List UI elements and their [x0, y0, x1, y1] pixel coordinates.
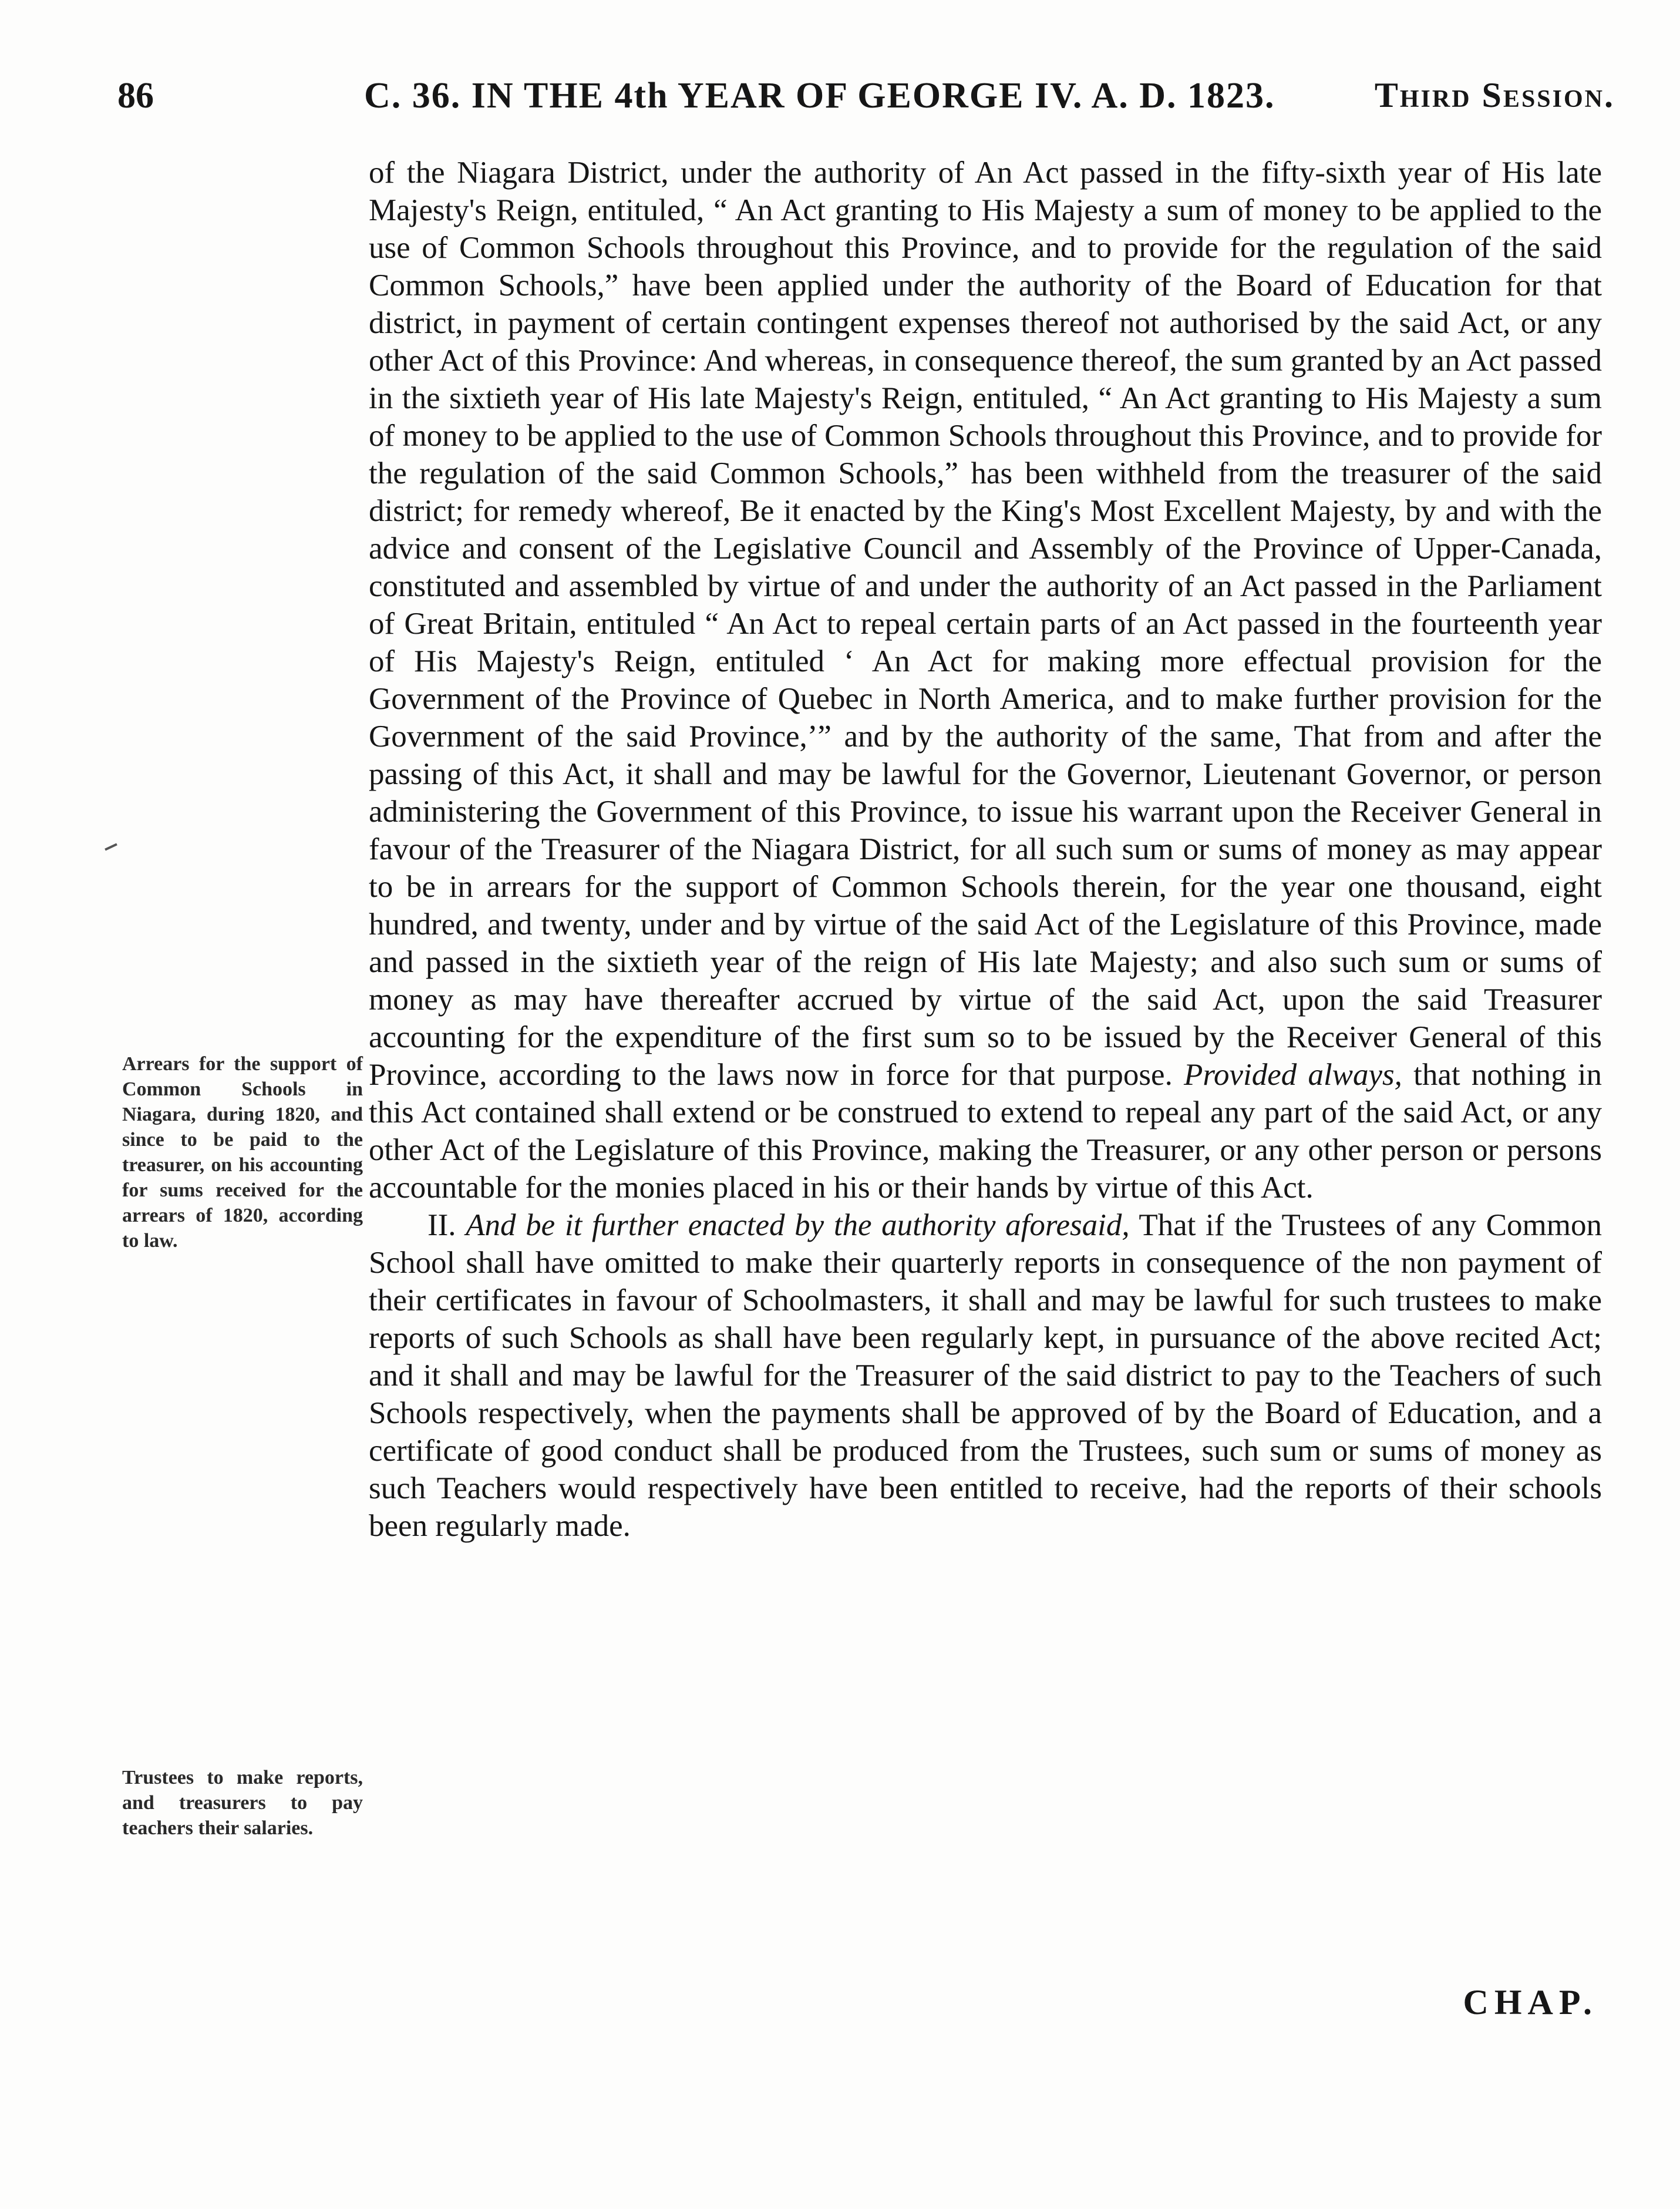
body-text-column — [369, 154, 1602, 1545]
header-session: Third Session. — [1374, 76, 1615, 115]
paragraph-text-proviso: that nothing in this Act contained shall extend or be construed to extend to repeal any part of the said Act, or any other Act of the Legislature of this Province, making the Treasurer, or any other person or persons accountable for the monies placed in his or their hands by virtue of this Act. — [369, 1058, 1602, 1205]
header-title: C. 36. IN THE 4th YEAR OF GEORGE IV. A. D. 1823. — [364, 76, 1275, 116]
section-2-paragraph — [369, 1206, 1602, 1545]
section-number: II. — [427, 1208, 456, 1242]
paragraph-text: of the Niagara District, under the authority of An Act passed in the fifty-sixth year of His late Majesty's Reign, entituled, “ An Act granting to His Majesty a sum of money to be applied to the use of Common Schools throughout this Province, and to provide for the regulation of the said Common Schools,” have been applied under the authority of the Board of Education for that district, in payment of certain contingent expenses thereof not authorised by the said Act, or any other Act of this Province: And whereas, in consequence thereof, the sum granted by an Act passed in the sixtieth year of His late Majesty's Reign, entituled, “ An Act granting to His Majesty a sum of money to be applied to the use of Common Schools throughout this Province, and to provide for the regulation of the said Common Schools,” has been withheld from the treasurer of the said district; for remedy whereof, Be it enacted by the King's Most Excellent Majesty, by and with the advice and consent of the Legislative Council and Assembly of the Province of Upper-Canada, constituted and assembled by virtue of and under the authority of an Act passed in the Parliament of Great Britain, entituled “ An Act to repeal certain parts of an Act passed in the fourteenth year of His Majesty's Reign, entituled ‘ An Act for making more effectual provision for the Government of the Province of Quebec in North America, and to make further provision for the Government of the said Province,’” and by the authority of the same, That from and after the passing of this Act, it shall and may be lawful for the Governor, Lieutenant Governor, or person administering the Government of this Province, to issue his warrant upon the Receiver General in favour of the Treasurer of the Niagara District, for all such sum or sums of money as may appear to be in arrears for the support of Common Schools therein, for the year one thousand, eight hundred, and twenty, under and by virtue of the said Act of the Legislature of this Province, made and passed in the sixtieth year of the reign of His late Majesty; and also such sum or sums of money as may have thereafter accrued by virtue of the said Act, upon the said Treasurer accounting for the expenditure of the first sum so to be issued by the Receiver General of this Province, according to the laws now in force for that purpose. — [369, 156, 1602, 1092]
margin-note-trustees: Trustees to make reports, and treasurers to pay teachers their salaries. — [122, 1767, 363, 1839]
catchword: CHAP. — [1463, 1983, 1598, 2022]
stray-ink-mark — [105, 843, 117, 851]
section-2-text: That if the Trustees of any Common School shall have omitted to make their quarterly reports in consequence of the non payment of their certificates in favour of Schoolmasters, it shall and may be lawful for such trustees to make reports of such Schools as shall have been regularly kept, in pursuance of the above recited Act; and it shall and may be lawful for the Treasurer of the said district to pay to the Teachers of such Schools respectively, when the payments shall be approved of by the Board of Education, and a certificate of good conduct shall be produced from the Trustees, such sum or sums of money as such Teachers would respectively have been entitled to receive, had the reports of their schools been regularly made. — [369, 1208, 1602, 1543]
running-header — [117, 75, 1615, 122]
provided-always-phrase: Provided always, — [1184, 1058, 1402, 1092]
page-number: 86 — [117, 76, 154, 116]
margin-note-arrears: Arrears for the support of Common Schools in Niagara, during 1820, and since to be paid to the treasurer, on his accounting for sums received for the arrears of 1820, according to law. — [122, 1053, 363, 1252]
section-2-enacting-clause: And be it further enacted by the authority aforesaid, — [466, 1208, 1130, 1242]
paragraph-preamble-and-enactment — [369, 154, 1602, 1206]
